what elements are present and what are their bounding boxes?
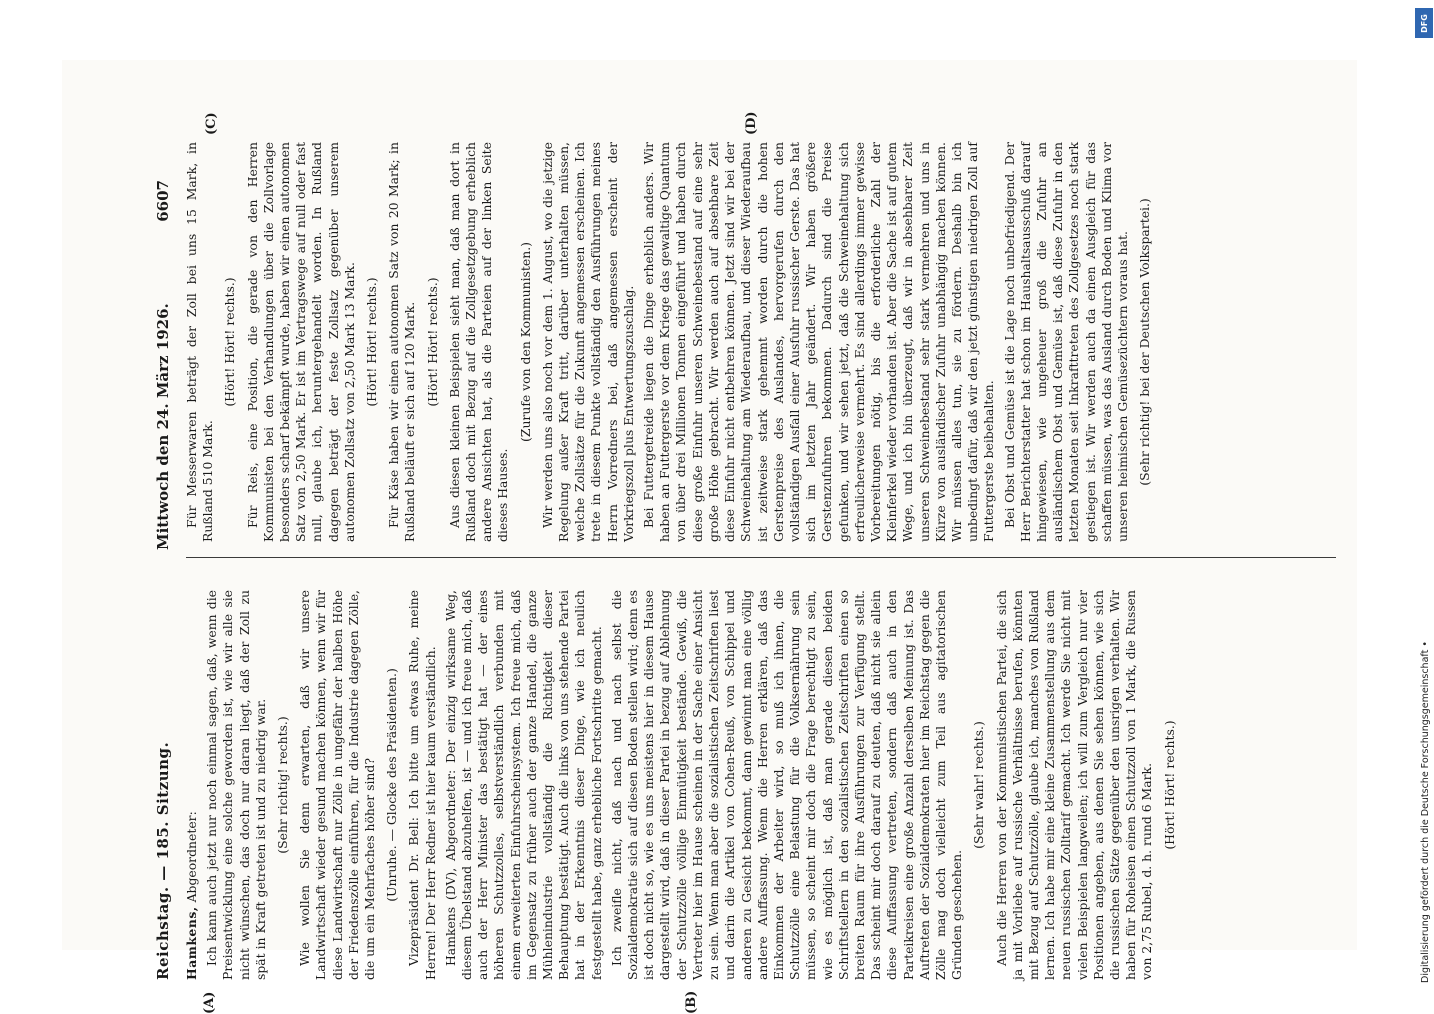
interjection: (Hört! Hört! rechts.): [364, 277, 380, 407]
interjection: (Hört! Hört! rechts.): [1161, 720, 1177, 850]
margin-marker-d: (D): [744, 111, 759, 135]
paragraph: Bei Obst und Gemüse ist die Lage noch unbefriedigend. Der Herr Berichterstatter hat schon im Haushaltsausschuß darauf hingewiesen, wie ungeheuer groß die Zufuhr an ausländischem Obst und Gemüse ist, daß diese Zufuhr in den letzten Monaten seit Inkrafttreten des Zollgesetzes noch stark gestiegen ist. Wir werden auch da einen Ausgleich für das schaffen müssen, was das Ausland durch Boden und Klima vor unseren heimischen Gemüsezüchtern voraus hat.: [1001, 142, 1130, 542]
left-column: [184, 590, 1184, 980]
paragraph: Auch die Herren von der Kommunistischen Partei, die sich ja mit Vorliebe auf russische Verhältnisse berufen, könnten mit Bezug auf Schutzzölle, glaube ich, manches von Rußland lernen. Ich habe mir eine kleine Zusammenstellung aus dem neuen russischen Zolltarif gemacht. Ich werde Sie nicht mit vielen Beispielen langweilen; ich will zum Vergleich nur vier Positionen angeben, aus denen Sie sehen können, wie sich die russischen Sätze gegenüber den unsrigen verhalten. Wir haben für Roheisen einen Schutzzoll von 1 Mark, die Russen von 2,75 Rubel, d. h. rund 6 Mark.: [993, 590, 1155, 980]
page-header: [144, 140, 184, 990]
speaker-line: [184, 590, 200, 980]
interjection: (Sehr wahr! rechts.): [971, 721, 987, 849]
margin-marker-a: (A): [202, 991, 217, 1014]
margin-marker-b: (B): [684, 990, 699, 1014]
margin-marker-c: (C): [204, 112, 219, 135]
paragraph: Für Reis, eine Position, die gerade von den Herren Kommunisten bei den Verhandlungen über die Zollvorlage besonders scharf bekämpft wurde, haben wir einen autonomen Satz von 2,50 Mark. Er ist im Vertragswege auf null oder fast null, glaube ich, heruntergehandelt worden. In Rußland dagegen beträgt der feste Zollsatz gegenüber unserem autonomen Zollsatz von 2,50 Mark 13 Mark.: [244, 142, 357, 542]
page-number: 6607: [154, 180, 172, 222]
paragraph: Für Käse haben wir einen autonomen Satz von 20 Mark; in Rußland beläuft er sich auf 120 Mark.: [386, 142, 418, 542]
paragraph: Bei Futtergetreide liegen die Dinge erheblich anders. Wir haben an Futtergerste vor dem Kriege das gewaltige Quantum von über drei Millionen Tonnen eingeführt und haben durch diese große Einfuhr unseren Schweinebestand auf eine sehr große Höhe gebracht. Wir werden auch auf absehbare Zeit diese Einfuhr nicht entbehren können. Jetzt sind wir bei der Schweinehaltung am Wiederaufbau, und dieser Wiederaufbau ist zeitweise stark gehemmt worden durch die hohen Gerstenpreise des Auslandes, hervorgerufen durch den vollständigen Ausfall einer Ausfuhr russischer Gerste. Das hat sich im letzten Jahr geändert. Wir haben größere Gerstenzufuhren bekommen. Dadurch sind die Preise gefunken, und wir sehen jetzt, daß die Schweinehaltung sich erfreulicherweise vermehrt. Es sind allerdings immer gewisse Vorbereitungen nötig, bis die erforderliche Zahl der Kleinferkel wieder vorhanden ist. Aber die Sache ist auf gutem Wege, und ich bin überzeugt, daß wir in absehbarer Zeit unseren Schweinebestand sehr stark vermehren und uns in Kürze von ausländischer Zufuhr unabhängig machen können. Wir müssen alles tun, sie zu fördern. Deshalb bin ich unbedingt dafür, daß wir den jetzt günstigen niedrigen Zoll auf Futtergerste beibehalten.: [641, 142, 997, 542]
speaker-role: Abgeordneter:: [184, 811, 199, 907]
paragraph: Hamkens (DV), Abgeordneter: Der einzig wirksame Weg, diesem Übelstand abzuhelfen, ist — und ich freue mich, daß auch der Herr Minister das bestätigt hat — der eines höheren Schutzzolles, selbstverständlich verbunden mit einem erweiterten Einfuhrscheinsystem. Ich freue mich, daß im Gegensatz zu früher auch der ganze Handel, die ganze Mühlenindustrie vollständig die Richtigkeit dieser Behauptung bestätigt. Auch die links von uns stehende Partei hat in der Erkenntnis dieser Dinge, wie ich neulich festgestellt habe, ganz erhebliche Fortschritte gemacht.: [442, 590, 604, 980]
paragraph: Vizepräsident Dr. Bell: Ich bitte um etwas Ruhe, meine Herren! Der Herr Redner ist hier kaum verständlich.: [406, 590, 438, 980]
scanned-page: [62, 60, 1357, 1014]
interjection: (Hört! Hört! rechts.): [222, 277, 238, 407]
paragraph: Für Messerwaren beträgt der Zoll bei uns 15 Mark, in Rußland 510 Mark.: [184, 142, 216, 542]
paragraph: Wir werden uns also noch vor dem 1. August, wo die jetzige Regelung außer Kraft tritt, darüber unterhalten müssen, welche Zollsätze für die Zukunft angemessen erscheinen. Ich trete in diesem Punkte vollständig den Ausführungen meines Herrn Vorredners bei, daß angemessen erscheint der Vorkriegszoll plus Entwertungszuschlag.: [539, 142, 636, 542]
speaker-name: Hamkens,: [184, 906, 199, 980]
column-divider: [186, 557, 1336, 558]
paragraph: Aus diesen kleinen Beispielen sieht man, daß man dort in Rußland doch mit Bezug auf die Zollgesetzgebung erheblich andere Ansichten hat, als die Parteien auf der linken Seite dieses Hauses.: [446, 142, 511, 542]
right-column: [184, 142, 1159, 542]
interjection: (Zurufe von den Kommunisten.): [517, 242, 533, 442]
interjection: (Sehr richtig! bei der Deutschen Volkspartei.): [1137, 198, 1153, 486]
interjection: (Unruhe. — Glocke des Präsidenten.): [384, 668, 400, 902]
rotated-page-content: [144, 111, 1384, 1014]
paragraph: Ich zweifle nicht, daß nach und nach selbst die Sozialdemokratie sich auf diesen Boden stellen wird; denn es ist doch nicht so, wie es uns meistens hier in diesem Hause dargestellt wird, daß in dieser Partei in bezug auf Ablehnung der Schutzzölle völlige Einmütigkeit bestände. Gewiß, die Vertreter hier im Hause scheinen in der Sache einer Ansicht zu sein. Wenn man aber die sozialistischen Zeitschriften liest und darin die Artikel von Cohen-Reuß, von Schippel und anderen zu Gesicht bekommt, dann gewinnt man eine völlig andere Auffassung. Wenn die Herren erklären, daß das Einkommen der Arbeiter wird, so muß ich ihnen, die Schutzzölle eine Belastung für die Volksernährung sein müssen, so scheint mir doch die Frage berechtigt zu sein, wie es möglich ist, daß man gerade diesen beiden Schriftstellern in den sozialistischen Zeitschriften einen so breiten Raum für ihre Ausführungen zur Verfügung stellt. Das scheint mir doch darauf zu deuten, daß nicht sie allein diese Auffassung vertreten, sondern daß auch in den Parteikreisen eine große Anzahl derselben Meinung ist. Das Auftreten der Sozialdemokraten hier im Reichstag gegen die Zölle mag doch vielleicht zum Teil aus agitatorischen Gründen geschehen.: [608, 590, 965, 980]
interjection: (Sehr richtig! rechts.): [275, 716, 291, 854]
dfg-credit-text: Digitalisierung gefördert durch die Deutsche Forschungsgemeinschaft •: [1420, 641, 1431, 983]
paragraph: Wie wollen Sie denn erwarten, daß wir unsere Landwirtschaft wieder gesund machen können, wenn wir für diese Landwirtschaft nur Zölle in ungefähr der halben Höhe der Friedenszölle einführen, für die Industrie dagegen Zölle, die um ein Mehrfaches höher sind?: [297, 590, 378, 980]
dfg-logo: [1415, 8, 1433, 38]
header-session: Reichstag. — 185. Sitzung.: [154, 741, 172, 980]
header-date: Mittwoch den 24. März 1926.: [154, 303, 172, 550]
dfg-logo-text: DFG: [1419, 13, 1429, 33]
paragraph: Ich kann auch jetzt nur noch einmal sagen, daß, wenn die Preisentwicklung eine solche geworden ist, wie wir alle sie nicht wünschen, das doch nur daran liegt, daß der Zoll zu spät in Kraft getreten ist und zu niedrig war.: [204, 590, 268, 980]
interjection: (Hört! Hört! rechts.): [424, 277, 440, 407]
